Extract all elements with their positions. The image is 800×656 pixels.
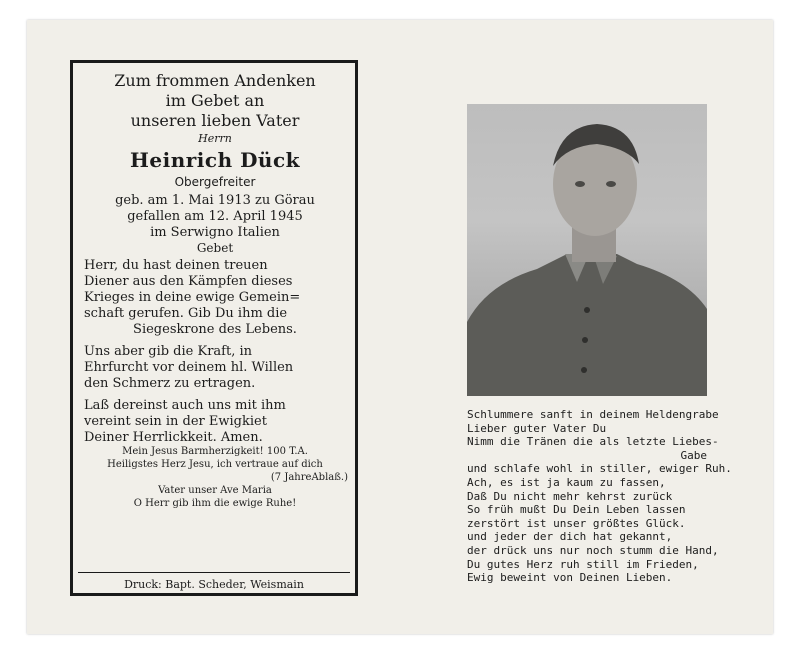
poem-line: Schlummere sanft in deinem Heldengrabe — [467, 408, 719, 421]
indulgence-line: Mein Jesus Barmherzigkeit! 100 T.A. — [122, 446, 308, 457]
military-rank: Obergefreiter — [174, 175, 256, 189]
poem-line: und schlafe wohl in stiller, ewiger Ruh. — [467, 462, 732, 476]
title-word: Herrn — [198, 132, 232, 145]
poem-line: Ewig beweint von Deinen Lieben. — [467, 571, 673, 585]
death-place: im Serwigno Italien — [150, 225, 280, 240]
poem-line: zerstört ist unser größtes Glück. — [467, 516, 686, 530]
prayer-line: schaft gerufen. Gib Du ihm die — [84, 306, 288, 321]
memorial-poem — [467, 408, 732, 585]
prayer-line: den Schmerz zu ertragen. — [84, 376, 256, 391]
indulgence-line: (7 JahreAblaß.) — [270, 472, 348, 483]
poem-line: So früh mußt Du Dein Leben lassen — [467, 503, 686, 517]
portrait-silhouette — [467, 104, 707, 396]
prayer-line: Diener aus den Kämpfen dieses — [84, 274, 293, 289]
poem-line: der drück uns nur noch stumm die Hand, — [467, 543, 719, 557]
printer-credit: Druck: Bapt. Scheder, Weismain — [124, 578, 304, 591]
indulgence-line: Heiligstes Herz Jesu, ich vertraue auf dich — [107, 459, 323, 470]
prayer-line: Krieges in deine ewige Gemein= — [84, 290, 301, 305]
memorial-text — [78, 73, 352, 512]
birth-line: geb. am 1. Mai 1913 zu Görau — [115, 193, 315, 208]
prayer-line: Herr, du hast deinen treuen — [84, 258, 268, 273]
poem-line: und jeder der dich hat gekannt, — [467, 530, 673, 544]
poem-line: Daß Du nicht mehr kehrst zurück — [467, 489, 673, 503]
prayer-heading: Gebet — [196, 241, 234, 255]
heading-line: Zum frommen Andenken — [114, 71, 316, 90]
prayer-line: Deiner Herrlickkeit. Amen. — [84, 430, 263, 445]
closing-line: Vater unser Ave Maria — [158, 485, 272, 496]
closing-line: O Herr gib ihm die ewige Ruhe! — [133, 498, 297, 509]
heading-line: unseren lieben Vater — [130, 111, 300, 130]
prayer-line: Siegeskrone des Lebens. — [133, 322, 297, 337]
poem-line: Du gutes Herz ruh still im Frieden, — [467, 557, 699, 571]
prayer-line: Uns aber gib die Kraft, in — [84, 344, 252, 359]
poem-line: Nimm die Tränen die als letzte Liebes- — [467, 435, 719, 449]
poem-line: Lieber guter Vater Du — [467, 421, 607, 435]
poem-line: Ach, es ist ja kaum zu fassen, — [467, 475, 666, 489]
prayer-line: Laß dereinst auch uns mit ihm — [84, 398, 286, 413]
death-line: gefallen am 12. April 1945 — [127, 209, 303, 224]
prayer-line: vereint sein in der Ewigkiet — [84, 414, 267, 429]
heading-line: im Gebet an — [165, 91, 265, 110]
soldier-portrait-photo — [467, 104, 707, 396]
poem-line: Gabe — [680, 448, 707, 462]
deceased-name: Heinrich Dück — [130, 148, 300, 172]
divider — [78, 572, 350, 573]
prayer-line: Ehrfurcht vor deinem hl. Willen — [84, 360, 294, 375]
